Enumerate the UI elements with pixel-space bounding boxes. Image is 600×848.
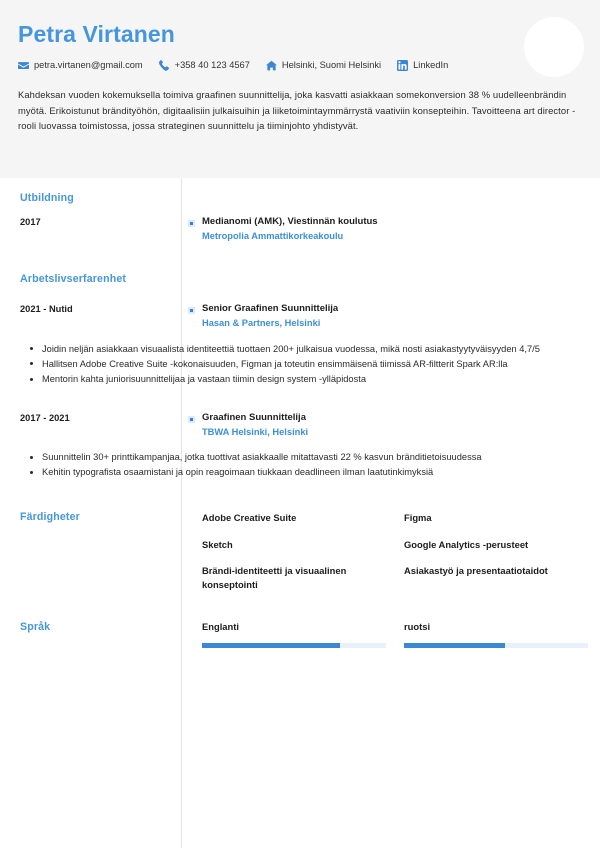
education-school: Metropolia Ammattikorkeakoulu (202, 230, 344, 241)
language-item (202, 621, 386, 648)
section-experience (0, 273, 600, 285)
phone-icon (159, 60, 170, 71)
resume-body (0, 178, 600, 848)
linkedin-icon (397, 60, 408, 71)
contact-linkedin-text: LinkedIn (413, 60, 449, 71)
education-degree: Medianomi (AMK), Viestinnän koulutus (202, 216, 378, 227)
timeline-marker-wrap (181, 216, 202, 227)
education-entry (0, 216, 600, 243)
experience-bullets (0, 342, 600, 387)
list-item: Hallitsen Adobe Creative Suite -kokonaisuuden, Figman ja toteutin ensimmäisenä tiimissä AR-filtterit Spark AR:lla (30, 357, 600, 371)
section-title-skills: Färdigheter (20, 510, 80, 523)
experience-bullets (0, 450, 600, 480)
contact-email[interactable] (18, 60, 143, 71)
resume-header (0, 0, 600, 178)
contact-location-text: Helsinki, Suomi Helsinki (281, 60, 382, 71)
section-title-skills-wrap (0, 511, 181, 592)
list-item: Joidin neljän asiakkaan visuaalista identiteettiä tuottaen 200+ julkaisua vuodessa, mikä nosti asiakastyytyväisyyden 4,7/5 (30, 342, 600, 356)
education-entry-main (202, 216, 600, 243)
experience-job-title: Graafinen Suunnittelija (202, 411, 306, 423)
language-name: Englanti (202, 621, 239, 633)
timeline-marker-icon (188, 220, 195, 227)
experience-entry (0, 303, 600, 330)
section-skills (0, 511, 600, 592)
experience-entry (0, 412, 600, 439)
experience-entry-date: 2017 - 2021 (20, 412, 70, 423)
experience-job-title: Senior Graafinen Suunnittelija (202, 303, 339, 315)
timeline-marker-icon (188, 416, 195, 423)
skills-grid (181, 511, 600, 592)
experience-company: Hasan & Partners, Helsinki (202, 318, 321, 329)
mail-icon (18, 60, 29, 71)
contact-phone[interactable] (159, 60, 250, 71)
timeline-marker-icon (188, 307, 195, 314)
timeline-marker-wrap (181, 303, 202, 314)
section-title-education: Utbildning (20, 192, 74, 204)
contact-phone-text: +358 40 123 4567 (174, 60, 250, 71)
section-title-experience: Arbetslivserfarenhet (20, 273, 127, 286)
language-name: ruotsi (404, 621, 431, 633)
experience-entry-date: 2021 - Nutid (20, 304, 73, 315)
contact-row (18, 60, 582, 71)
section-languages (0, 621, 600, 648)
language-item (404, 621, 588, 648)
language-level-fill (404, 643, 505, 648)
list-item: Mentorin kahta juniorisuunnittelijaa ja vastaan tiimin design system -ylläpidosta (30, 372, 600, 386)
section-education (0, 192, 600, 204)
languages-grid (181, 621, 600, 648)
profile-summary: Kahdeksan vuoden kokemuksella toimiva graafinen suunnittelija, joka kasvatti asiakkaan somekonversion 38 % uudelleenbrändin myötä. Erikoistunut brändityöhön, digitaalisiin julkaisuihin ja liiketoimintaymmärrystä vaativiin konsepteihin. Tavoitteena art director -rooli luovassa toimistossa, jossa strateginen suunnittelu ja tiiminjohto yhdistyvät. (18, 89, 576, 131)
education-entry-date: 2017 (20, 217, 41, 227)
language-level-bar (404, 643, 588, 648)
skill-item: Google Analytics -perusteet (404, 538, 529, 550)
avatar (524, 17, 584, 77)
skill-item: Asiakastyö ja presentaatiotaidot (404, 565, 548, 577)
home-icon (266, 60, 277, 71)
section-title-languages-wrap (0, 621, 181, 648)
timeline-marker-wrap (181, 412, 202, 423)
contact-linkedin[interactable] (397, 60, 448, 71)
skill-item: Figma (404, 511, 432, 523)
skill-item: Adobe Creative Suite (202, 511, 297, 523)
contact-email-text: petra.virtanen@gmail.com (34, 60, 143, 71)
section-title-languages: Språk (20, 621, 51, 634)
contact-location[interactable] (266, 60, 381, 71)
language-level-fill (202, 643, 340, 648)
list-item: Suunnittelin 30+ printtikampanjaa, jotka tuottivat asiakkaalle mitattavasti 22 % kasvun bränditietoisuudessa (30, 450, 600, 464)
experience-entry-main (202, 303, 600, 330)
experience-company: TBWA Helsinki, Helsinki (202, 426, 309, 437)
page-title: Petra Virtanen (18, 21, 175, 47)
language-level-bar (202, 643, 386, 648)
skill-item: Brändi-identiteetti ja visuaalinen konseptointi (202, 565, 347, 590)
experience-entry-main (202, 412, 600, 439)
skill-item: Sketch (202, 538, 233, 550)
list-item: Kehitin typografista osaamistani ja opin reagoimaan tiukkaan deadlineen ilman laatutinkimyksiä (30, 465, 600, 479)
